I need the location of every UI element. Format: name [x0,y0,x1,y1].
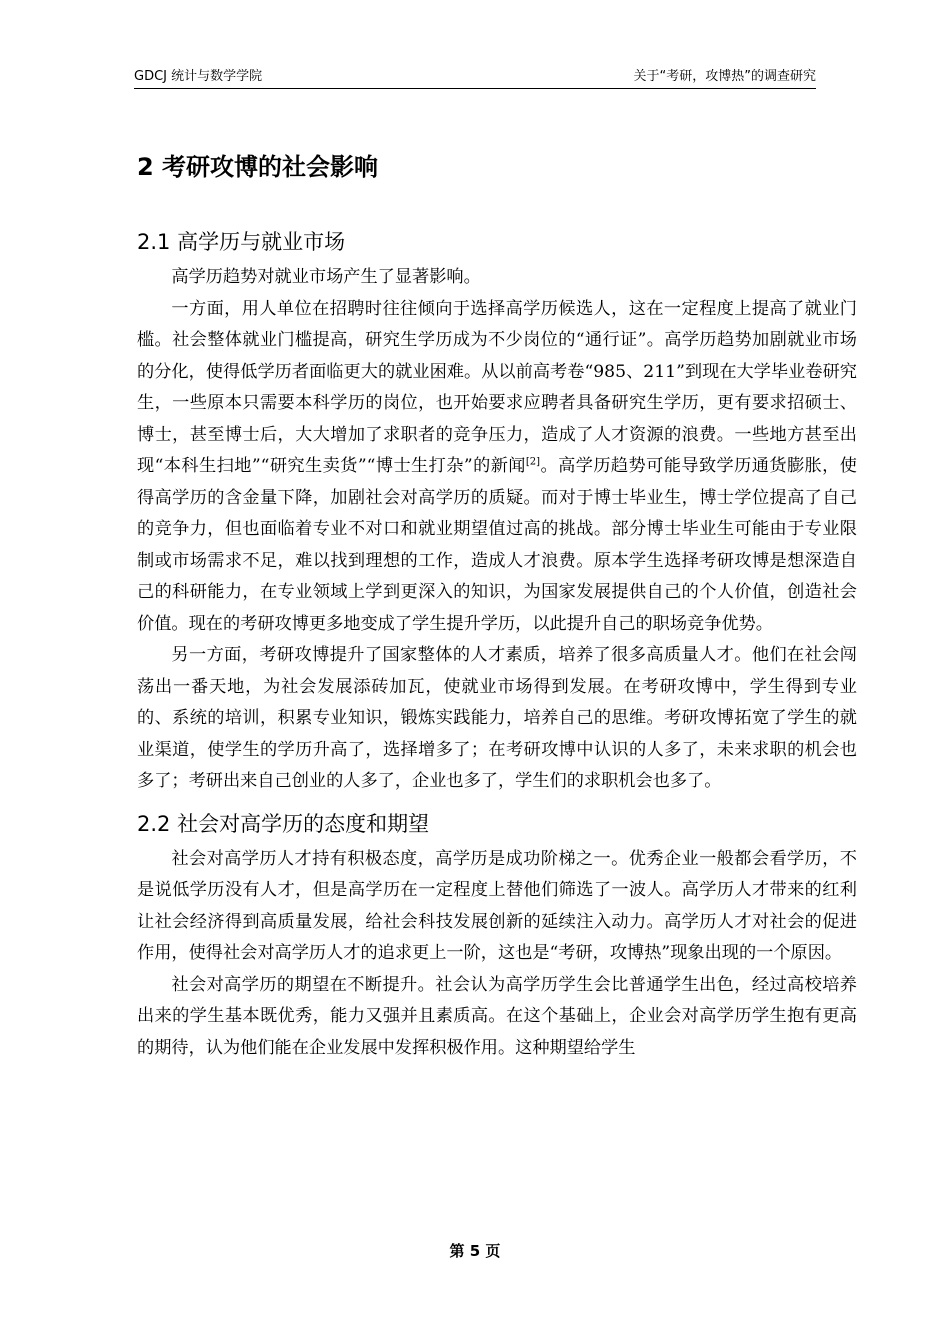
paragraph [137,294,857,641]
citation-mark: [2] [525,456,541,468]
header-right-text: 关于“考研，攻博热”的调查研究 [633,69,816,84]
section-title: 2.1 高学历与就业市场 [137,230,346,254]
header-left-text: GDCJ 统计与数学学院 [134,69,263,84]
paragraph-text: 一方面，用人单位在招聘时往往倾向于选择高学历候选人，这在一定程度上提高了就业门槛。社会整体就业门槛提高，研究生学历成为不少岗位的“通行证”。高学历趋势加剧就业市场的分化，使得低学历者面临更大的就业困难。从以前高考卷“985、211”到现在大学毕业卷研究生，一些原本只需要本科学历的岗位，也开始要求应聘者具备研究生学历，更有要求招硕士、博士，甚至博士后，大大增加了求职者的竞争压力，造成了人才资源的浪费。一些地方甚至出现“本科生扫地”“研究生卖货”“博士生打杂”的新闻 [137,298,857,476]
section-title: 2.2 社会对高学历的态度和期望 [137,811,430,836]
page-number: 第 5 页 [449,1242,501,1260]
paragraph: 社会对高学历人才持有积极态度，高学历是成功阶梯之一。优秀企业一般都会看学历，不是说低学历没有人才，但是高学历在一定程度上替他们筛选了一波人。高学历人才带来的红利让社会经济得到高质量发展，给社会科技发展创新的延续注入动力。高学历人才对社会的促进作用，使得社会对高学历人才的追求更上一阶，这也是“考研，攻博热”现象出现的一个原因。 [137,848,857,963]
page-body [137,142,857,1064]
paragraph: 另一方面，考研攻博提升了国家整体的人才素质，培养了很多高质量人才。他们在社会闯荡出一番天地，为社会发展添砖加瓦，使就业市场得到发展。在考研攻博中，学生得到专业的、系统的培训，积累专业知识，锻炼实践能力，培养自己的思维。考研攻博拓宽了学生的就业渠道，使学生的学历升高了，选择增多了；在考研攻博中认识的人多了，未来求职的机会也多了；考研出来自己创业的人多了，企业也多了，学生们的求职机会也多了。 [137,645,857,791]
paragraph: 社会对高学历的期望在不断提升。社会认为高学历学生会比普通学生出色，经过高校培养出来的学生基本既优秀，能力又强并且素质高。在这个基础上，企业会对高学历学生抱有更高的期待，认为他们能在企业发展中发挥积极作用。这种期望给学生 [137,974,857,1058]
page-header [134,68,816,89]
chapter-title: 2 考研攻博的社会影响 [137,153,379,181]
paragraph-text: 。高学历趋势可能导致学历通货膨胀，使得高学历的含金量下降，加剧社会对高学历的质疑。而对于博士毕业生，博士学位提高了自己的竞争力，但也面临着专业不对口和就业期望值过高的挑战。部分博士毕业生可能由于专业限制或市场需求不足，难以找到理想的工作，造成人才浪费。原本学生选择考研攻博是想深造自己的科研能力，在专业领域上学到更深入的知识，为国家发展提供自己的个人价值，创造社会价值。现在的考研攻博更多地变成了学生提升学历，以此提升自己的职场竞争优势。 [137,456,857,634]
paragraph: 高学历趋势对就业市场产生了显著影响。 [171,267,481,287]
